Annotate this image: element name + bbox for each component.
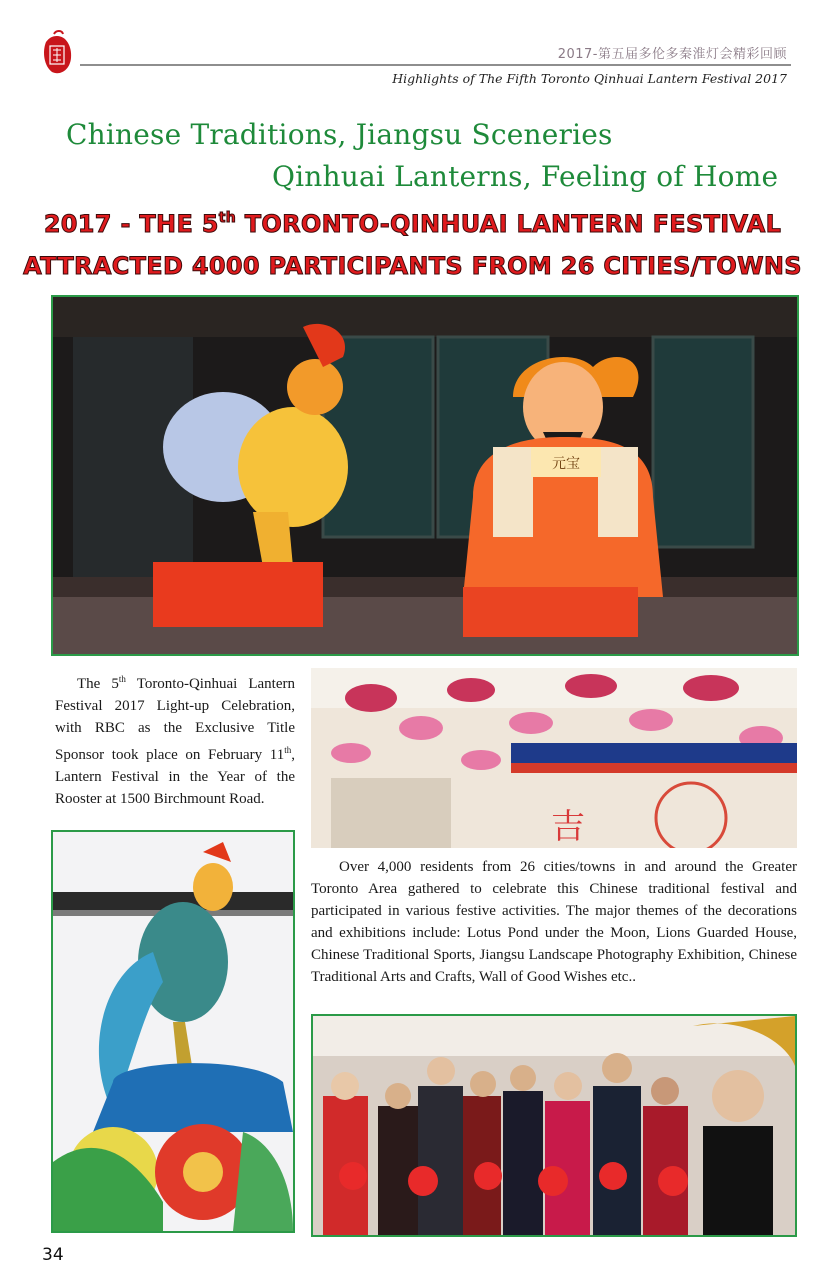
headline-red-line-1: 2017 - THE 5th TORONTO-QINHUAI LANTERN FESTIVAL bbox=[43, 210, 782, 238]
article-paragraph-1: The 5th Toronto-Qinhuai Lantern Festival 2017 Light-up Celebration, with RBC as the Exclusive Title Sponsor took place on February 11th, Lantern Festival in the Year of the Rooster at 1500 Birchmount Road. bbox=[55, 674, 295, 807]
red-seal-logo-icon bbox=[40, 30, 74, 76]
photo-lotus-lanterns-hall bbox=[311, 668, 797, 848]
photo-guests-group bbox=[311, 1014, 797, 1237]
article-paragraph-2: Over 4,000 residents from 26 cities/towns in and around the Greater Toronto Area gathered to celebrate this Chinese traditional festival and participated in various festive activities. The major themes of the decorations and exhibitions include: Lotus Pond under the Moon, Lions Guarded House, Chinese Traditional Sports, Jiangsu Landscape Photography Exhibition, Chinese Traditional Arts and Crafts, Wall of Good Wishes etc.. bbox=[311, 859, 797, 985]
header-english-title: Highlights of The Fifth Toronto Qinhuai Lantern Festival 2017 bbox=[392, 71, 787, 86]
photo-phoenix-rooster-sculpture bbox=[51, 830, 295, 1233]
svg-text:吉: 吉 bbox=[551, 807, 585, 847]
header-chinese-title: 2017-第五届多伦多秦淮灯会精彩回顾 bbox=[557, 47, 787, 62]
headline-red-line-2: ATTRACTED 4000 PARTICIPANTS FROM 26 CITIES/TOWNS bbox=[23, 252, 802, 280]
headline-green-line-2: Qinhuai Lanterns, Feeling of Home bbox=[272, 160, 779, 193]
header-divider bbox=[80, 64, 791, 66]
headline-green-line-1: Chinese Traditions, Jiangsu Sceneries bbox=[66, 118, 613, 151]
photo-rooster-and-fortune-god-lanterns bbox=[51, 295, 799, 656]
page-number: 34 bbox=[42, 1245, 64, 1265]
lantern-sign-text: 元宝 bbox=[552, 456, 580, 472]
